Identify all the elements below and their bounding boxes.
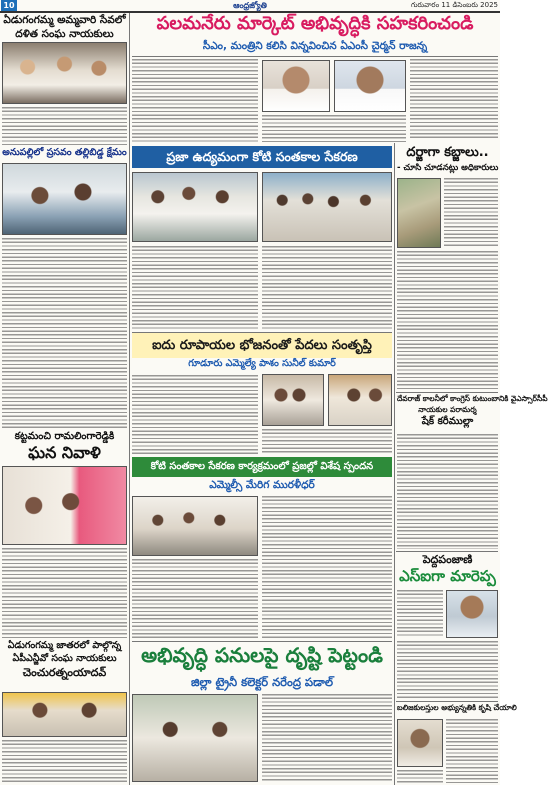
headline-anupalli: అనుపల్లిలో ప్రసవం తల్లిబిడ్డ క్షేమం [2, 147, 127, 158]
subhead-palamaner: సీఎం, మంత్రిని కలిసి విన్నవించిన ఏఎంసీ చైర్మన్ రాజన్న [202, 40, 428, 52]
headline-si-mareppa: ఎస్ఐగా మారెప్ప [399, 567, 496, 585]
article-body-text [397, 641, 498, 699]
headline-koti-santhakalu: ప్రజా ఉద్యమంగా కోటి సంతకాల సేకరణ [132, 146, 392, 168]
article-edugangamma-jatara [2, 641, 127, 679]
headline: కట్టమంచి రామలింగారెడ్డికి [14, 431, 115, 442]
photo-mlc-event [132, 496, 258, 556]
article-body-text [2, 548, 127, 638]
headline: షేక్ కరీముల్లా [421, 416, 474, 428]
article-body-text [2, 107, 127, 145]
article-condolence [397, 394, 548, 428]
headline: నాయకుల పరామర్శ [418, 404, 477, 414]
column-divider [394, 143, 395, 785]
page-number: 10 [1, 0, 17, 11]
photo-hospital [2, 163, 127, 235]
article-body-text [397, 251, 498, 390]
photo-headshot-chairman [334, 60, 406, 112]
photo-temple-devotees [2, 42, 127, 104]
headline-palamaner: పలమనేరు మార్కెట్ అభివృద్ధికి సహకరించండి [156, 13, 474, 34]
subhead-development: జిల్లా ట్రైనీ కలెక్టర్ నరేంద్ర పడాల్ [191, 675, 333, 689]
photo-headshot-chief-minister [262, 60, 330, 112]
subhead-five-rupee-meal: గూడూరు ఎమ్మెల్యే పాశం సునీల్ కుమార్ [188, 358, 336, 369]
photo-si-portrait [446, 590, 498, 638]
article-body-text [2, 238, 127, 428]
headline-five-rupee-meal: ఐదు రూపాయల భోజనంతో పేదలు సంతృప్తి [132, 332, 392, 358]
article-body-text [132, 375, 258, 454]
article-body-text [132, 246, 258, 329]
photo-balija-leader [397, 719, 443, 767]
headline: దేవరాజ్ కాలనీలో కాంగ్రెస్ కుటుంబానికి వైఎస్సార్‌సీపీ [397, 394, 548, 403]
divider [396, 392, 498, 393]
divider [132, 56, 498, 57]
photo-collector-meeting [132, 694, 258, 782]
article-kattamanchi [2, 431, 127, 462]
divider [396, 551, 498, 552]
headline-development: అభివృద్ధి పనులపై దృష్టి పెట్టండి [141, 643, 383, 667]
headline-encroachment: దర్జాగా కబ్జాలు.. [406, 145, 489, 160]
article-body-text [410, 59, 498, 140]
photo-rally-crowd [262, 172, 392, 242]
article-edugangamma-dalit [2, 14, 127, 40]
photo-tribute [2, 466, 127, 545]
photo-jatara [2, 692, 127, 737]
column-divider [129, 13, 130, 785]
headline: ఏడుగంగమ్మ అమ్మవారి సేవలో [3, 14, 126, 26]
headline: చెంచురత్నంయాదవ్ [22, 665, 107, 679]
article-body-text [397, 434, 498, 549]
divider [132, 641, 392, 642]
article-body-text [262, 694, 392, 783]
subhead-mlc-response: ఎమ్మెల్సీ మేరిగ మురళీధర్ [209, 479, 315, 491]
issue-date: గురువారం 11 డిసెంబరు 2025 [411, 1, 498, 9]
article-body-text [262, 115, 406, 143]
article-body-text [132, 59, 258, 143]
headline-mlc-response: కోటి సంతకాల సేకరణ కార్యక్రమంలో ప్రజల్లో విశేష స్పందన [132, 457, 392, 477]
headline: దళిత సంఘ నాయకులు [15, 28, 114, 41]
headline: ఘన నివాళి [28, 442, 101, 462]
article-body-text [262, 496, 392, 639]
divider [396, 701, 498, 702]
masthead: ఆంధ్రజ్యోతి [233, 1, 267, 10]
subhead-encroachment: - చూసి చూడనట్లు అధికారులు [397, 163, 499, 173]
headline-balija: బలిజకులస్తుల అభ్యున్నతికి కృషి చేయాలి [397, 703, 517, 712]
dateline-peddapanjani: పెద్దపంజాణి [422, 553, 473, 566]
article-body-text [132, 559, 258, 639]
article-body-text [397, 590, 443, 638]
photo-meal-distribution [262, 374, 324, 426]
article-body-text [446, 719, 498, 783]
article-body-text [262, 429, 392, 454]
headline: ఏడుగంగమ్మ జాతరలో పాల్గొన్న [7, 640, 122, 651]
article-body-text [397, 770, 443, 783]
photo-signature-campaign [132, 172, 258, 242]
headline: ఏపీఎన్జీవో సంఘ నాయకులు [12, 652, 117, 664]
photo-canteen [328, 374, 392, 426]
article-body-text [444, 178, 498, 248]
article-body-text [2, 740, 127, 783]
article-body-text [262, 246, 392, 329]
photo-encroached-land [397, 178, 441, 248]
